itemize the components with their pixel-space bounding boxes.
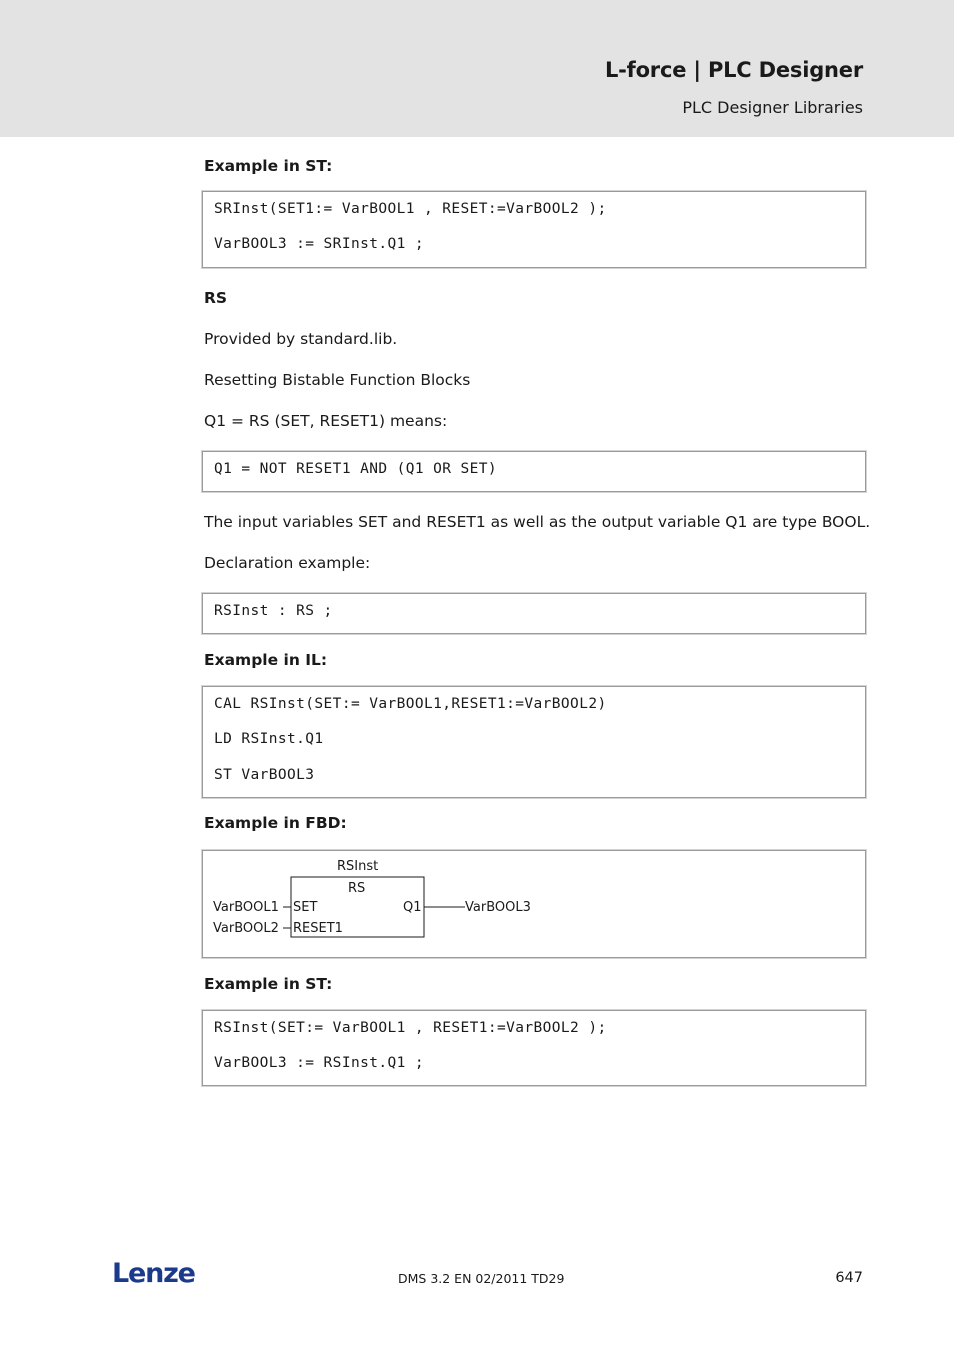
fbd-input1-pin: SET bbox=[293, 900, 318, 915]
header-title: L-force | PLC Designer bbox=[604, 58, 863, 82]
fbd-diagram-box bbox=[202, 850, 866, 958]
page-header bbox=[0, 0, 954, 137]
fbd-output-var: VarBOOL3 bbox=[465, 900, 531, 915]
fbd-diagram bbox=[203, 851, 865, 957]
declaration-label: Declaration example: bbox=[204, 554, 371, 572]
fbd-input2-pin: RESET1 bbox=[293, 921, 343, 936]
fbd-output-pin: Q1 bbox=[403, 900, 422, 915]
rs-types-text: The input variables SET and RESET1 as well as the output variable Q1 are type BOOL. bbox=[204, 513, 871, 531]
code-line: CAL RSInst(SET:= VarBOOL1,RESET1:=VarBOOL2) bbox=[214, 696, 607, 712]
code-line: VarBOOL3 := RSInst.Q1 ; bbox=[214, 1055, 424, 1071]
fbd-input1-var: VarBOOL1 bbox=[213, 900, 279, 915]
rs-heading: RS bbox=[204, 289, 228, 307]
rs-means-text: Q1 = RS (SET, RESET1) means: bbox=[204, 412, 448, 430]
code-line: VarBOOL3 := SRInst.Q1 ; bbox=[214, 236, 424, 252]
st-example-1-codebox bbox=[202, 191, 866, 268]
rs-formula-codebox bbox=[202, 451, 866, 492]
code-line: RSInst(SET:= VarBOOL1 , RESET1:=VarBOOL2 ); bbox=[214, 1020, 607, 1036]
fbd-example-heading: Example in FBD: bbox=[204, 814, 347, 832]
st-example-2-heading: Example in ST: bbox=[204, 975, 333, 993]
fbd-input2-var: VarBOOL2 bbox=[213, 921, 279, 936]
lenze-logo: Lenze bbox=[112, 1258, 195, 1289]
code-line: Q1 = NOT RESET1 AND (Q1 OR SET) bbox=[214, 461, 498, 477]
fbd-block-type: RS bbox=[348, 881, 366, 896]
code-line: RSInst : RS ; bbox=[214, 603, 333, 619]
rs-description: Resetting Bistable Function Blocks bbox=[204, 371, 471, 389]
il-example-codebox bbox=[202, 686, 866, 798]
code-line: LD RSInst.Q1 bbox=[214, 731, 324, 747]
page-number: 647 bbox=[835, 1270, 863, 1286]
il-example-heading: Example in IL: bbox=[204, 651, 328, 669]
st-example-1-heading: Example in ST: bbox=[204, 157, 333, 175]
footer-doc-id: DMS 3.2 EN 02/2011 TD29 bbox=[398, 1271, 565, 1286]
declaration-codebox bbox=[202, 593, 866, 634]
fbd-instance-name: RSInst bbox=[337, 859, 379, 874]
header-subtitle: PLC Designer Libraries bbox=[682, 98, 863, 117]
code-line: ST VarBOOL3 bbox=[214, 767, 315, 783]
st-example-2-codebox bbox=[202, 1010, 866, 1086]
rs-provided-text: Provided by standard.lib. bbox=[204, 330, 398, 348]
code-line: SRInst(SET1:= VarBOOL1 , RESET:=VarBOOL2 ); bbox=[214, 201, 607, 217]
